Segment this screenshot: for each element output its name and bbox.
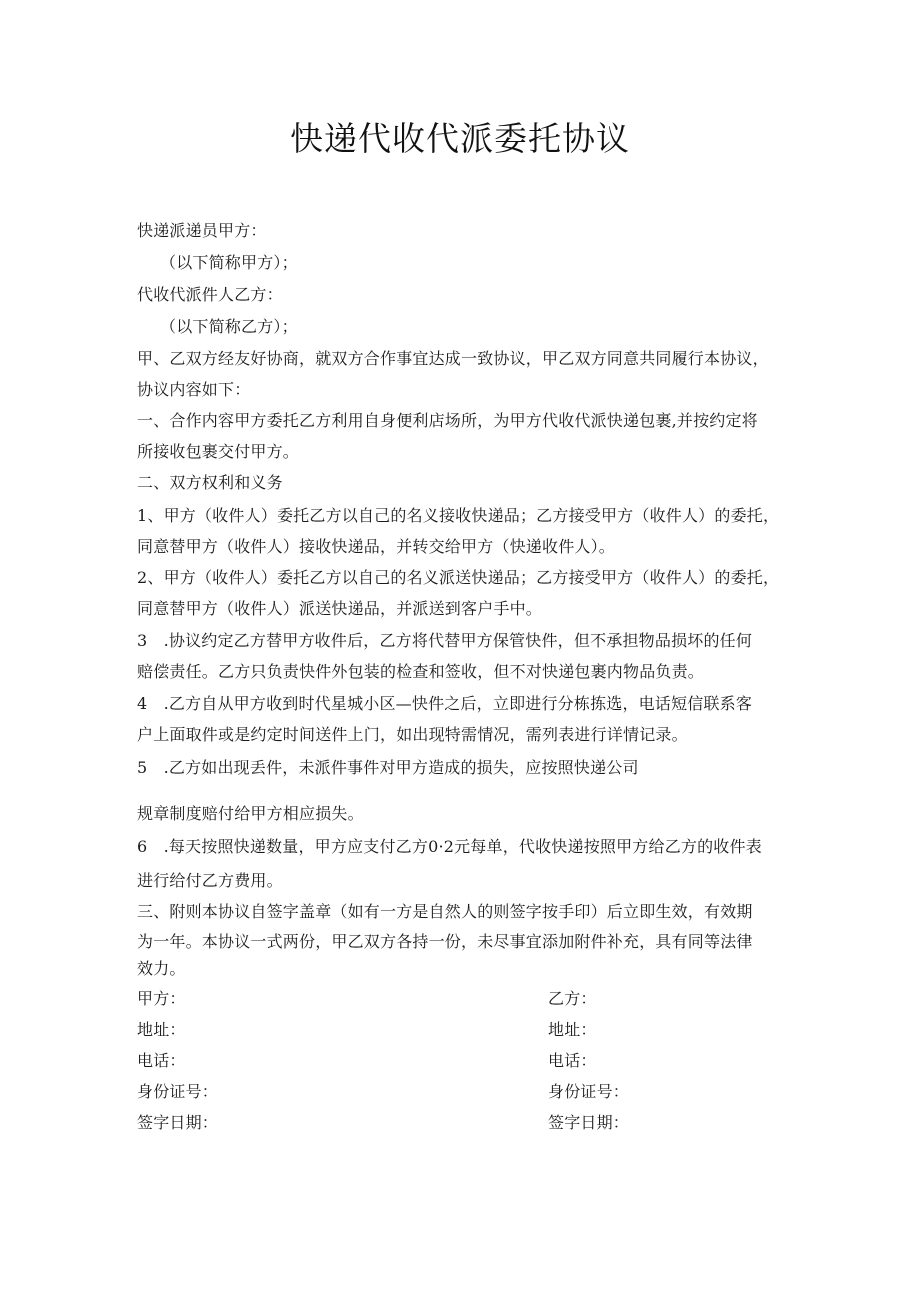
party-b-id-label: 身份证号： [548,1082,630,1101]
party-a-address-label: 地址： [137,1020,186,1039]
item-1-line-1: 1、甲方（收件人）委托乙方以自己的名义接收快递品；乙方接受甲方（收件人）的委托， [137,506,780,525]
item-4-line-1: 4 .乙方自从甲方收到时代星城小区—快件之后，立即进行分栋拣选，电话短信联系客 [137,694,753,713]
party-b-date-label: 签字日期： [548,1113,630,1132]
item-5-line-1: 5 .乙方如出现丢件，未派件事件对甲方造成的损失，应按照快递公司 [137,758,639,777]
clause-3-line-2: 为一年。本协议一式两份，甲乙双方各持一份，未尽事宜添加附件补充，具有同等法律 [137,932,753,951]
item-1-line-2: 同意替甲方（收件人）接收快递品，并转交给甲方（快递收件人）。 [137,537,616,556]
item-3-line-2: 赔偿责任。乙方只负责快件外包装的检查和签收，但不对快递包裹内物品负责。 [137,662,705,681]
party-a-signature-label: 甲方： [137,989,186,1008]
party-a-id-label: 身份证号： [137,1082,219,1101]
document-title: 快递代收代派委托协议 [290,119,630,158]
clause-3-line-1: 三、附则本协议自签字盖章（如有一方是自然人的则签字按手印）后立即生效，有效期 [137,902,753,921]
party-a-label: 快递派递员甲方： [137,221,267,240]
clause-1-line-2: 所接收包裹交付甲方。 [137,442,300,461]
party-b-address-label: 地址： [548,1020,597,1039]
party-b-signature-label: 乙方： [548,989,597,1008]
item-2-line-2: 同意替甲方（收件人）派送快递品，并派送到客户手中。 [137,599,543,618]
party-b-phone-label: 电话： [548,1051,597,1070]
item-6-line-1: 6 .每天按照快递数量，甲方应支付乙方0·2元每单，代收快递按照甲方给乙方的收件表 [137,837,762,856]
preamble-line-1: 甲、乙双方经友好协商，就双方合作事宜达成一致协议，甲乙双方同意共同履行本协议， [137,349,769,368]
item-6-line-2: 进行给付乙方费用。 [137,871,283,890]
clause-1-line-1: 一、合作内容甲方委托乙方利用自身便利店场所，为甲方代收代派快递包裹,并按约定将 [137,411,758,430]
clause-3-line-3: 效力。 [137,959,186,978]
clause-2-heading: 二、双方权利和义务 [137,473,283,492]
preamble-line-2: 协议内容如下： [137,380,251,399]
party-b-abbrev: （以下简称乙方）； [160,317,298,336]
item-2-line-1: 2、甲方（收件人）委托乙方以自己的名义派送快递品；乙方接受甲方（收件人）的委托， [137,568,780,587]
party-a-date-label: 签字日期： [137,1113,219,1132]
party-a-phone-label: 电话： [137,1051,186,1070]
party-a-abbrev: （以下简称甲方）； [160,253,298,272]
party-b-label: 代收代派件人乙方： [137,285,283,304]
item-4-line-2: 户上面取件或是约定时间送件上门，如出现特需情况，需列表进行详情记录。 [137,725,688,744]
item-5-line-2: 规章制度赔付给甲方相应损失。 [137,804,364,823]
item-3-line-1: 3 .协议约定乙方替甲方收件后，乙方将代替甲方保管快件，但不承担物品损坏的任何 [137,631,753,650]
